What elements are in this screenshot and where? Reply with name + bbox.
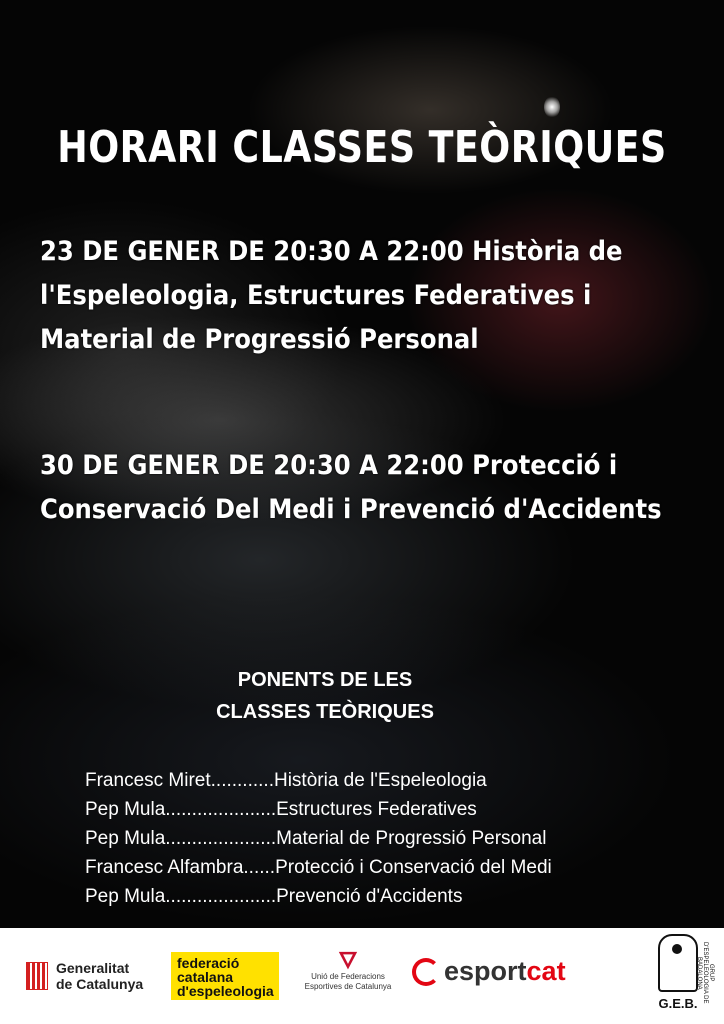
fce-line1: federació	[177, 955, 240, 971]
esportcat-icon	[412, 958, 440, 986]
geb-side-text: GRUP D'ESPELEOLOGIA DE BADALONA	[696, 942, 714, 1004]
geb-logo	[640, 934, 716, 1018]
sponsor-footer	[0, 928, 724, 1024]
speakers-heading	[0, 664, 650, 728]
session-2: 30 DE GENER DE 20:30 A 22:00 Protecció i Conservació Del Medi i Prevenció d'Accidents	[40, 450, 662, 525]
gencat-line2: de Catalunya	[56, 976, 144, 992]
esportcat-word: esport	[444, 956, 527, 986]
ufec-icon: 🜄	[338, 948, 358, 973]
speaker-row: Francesc Miret............Història de l'Espeleologia	[85, 770, 487, 791]
session-1: 23 DE GENER DE 20:30 A 22:00 Història de l'Espeleologia, Estructures Federatives i Material de Progressió Personal	[40, 236, 623, 355]
speakers-list	[85, 766, 552, 911]
fce-line2: catalana	[177, 969, 234, 985]
fce-line3: d'espeleologia	[177, 983, 274, 999]
speakers-heading-line1: PONENTS DE LES	[237, 669, 413, 691]
ufec-logo	[300, 950, 396, 992]
ufec-line1: Unió de Federacions	[311, 972, 385, 981]
caver-figure-icon	[658, 934, 698, 992]
geb-initials: G.E.B.	[658, 996, 698, 1011]
page-title: HORARI CLASSES TEÒRIQUES	[57, 122, 667, 173]
esportcat-logo	[412, 956, 566, 987]
speaker-row: Pep Mula.....................Prevenció d'Accidents	[85, 886, 463, 907]
senyera-icon	[26, 962, 48, 990]
esportcat-cat: cat	[526, 956, 566, 986]
generalitat-logo	[26, 960, 143, 992]
speaker-row: Francesc Alfambra......Protecció i Conservació del Medi	[85, 857, 552, 878]
speaker-row: Pep Mula.....................Estructures Federatives	[85, 799, 477, 820]
headlamp-light	[544, 96, 560, 118]
fce-logo	[171, 952, 279, 1000]
speakers-heading-line2: CLASSES TEÒRIQUES	[216, 701, 434, 723]
ufec-line2: Esportives de Catalunya	[304, 982, 392, 991]
gencat-line1: Generalitat	[56, 960, 130, 976]
speaker-row: Pep Mula.....................Material de Progressió Personal	[85, 828, 547, 849]
